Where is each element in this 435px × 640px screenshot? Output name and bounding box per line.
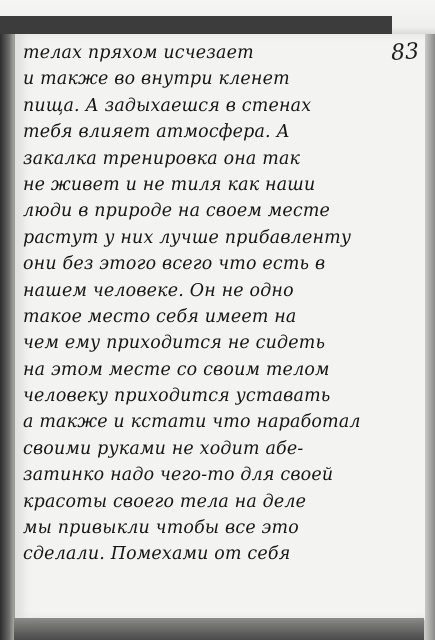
previous-page-edge xyxy=(0,0,435,38)
text-line: затинко надо чего-то для своей xyxy=(23,465,334,486)
page-number: 83 xyxy=(390,39,420,66)
text-line: красоты своего тела на деле xyxy=(23,491,307,512)
text-line: люди в природе на своем месте xyxy=(23,201,331,222)
text-line: пища. А задыхаешся в стенах xyxy=(23,95,312,116)
handwritten-page xyxy=(14,34,425,620)
text-line: мы привыкли чтобы все это xyxy=(23,518,299,539)
text-line: телах пряхом исчезает xyxy=(23,43,254,63)
text-line: на этом месте со своим телом xyxy=(23,359,330,380)
text-line: человеку приходится уставать xyxy=(23,386,331,407)
text-line: растут у них лучше прибавленту xyxy=(23,227,352,248)
page-fold-shadow xyxy=(0,16,392,34)
text-line: они без этого всего что есть в xyxy=(23,254,326,275)
text-line: закалка тренировка она так xyxy=(23,148,301,169)
text-line: чем ему приходится не сидеть xyxy=(23,333,326,354)
text-line: такое место себя имеет на xyxy=(23,306,297,327)
page-stack-edge xyxy=(424,34,435,640)
text-line: тебя влияет атмосфера. А xyxy=(23,122,290,143)
page-bottom-shadow xyxy=(14,618,424,640)
handwritten-text xyxy=(23,40,413,568)
text-line: и также во внутри кленет xyxy=(23,69,290,90)
text-line: не живет и не тиля как наши xyxy=(23,174,316,195)
text-line: нашем человеке. Он не одно xyxy=(23,280,294,301)
text-line: а также и кстати что наработал xyxy=(23,412,361,433)
text-line: своими руками не ходит абе- xyxy=(23,438,304,459)
text-line: сделали. Помехами от себя xyxy=(23,544,291,565)
